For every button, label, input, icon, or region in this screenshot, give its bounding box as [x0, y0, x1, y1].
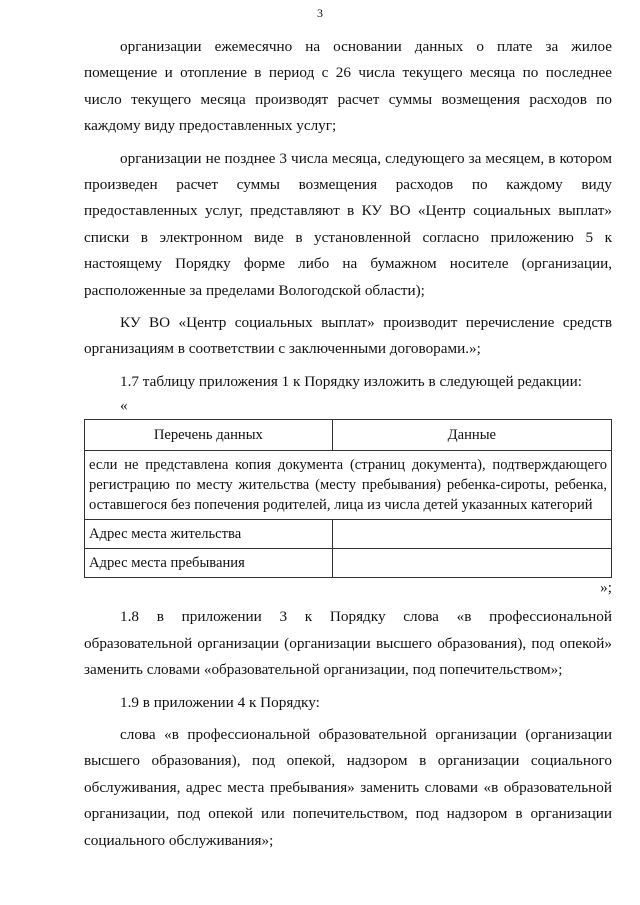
data-table	[84, 419, 612, 578]
table-header-data-list: Перечень данных	[85, 420, 333, 451]
table-row-merged	[85, 451, 612, 520]
table-merged-cell: если не представлена копия документа (страниц документа), подтверждающего регистрацию по месту жительства (месту пребывания) ребенка-сироты, ребенка, оставшегося без попечения родителей, лица из числа детей указанных категорий	[85, 451, 612, 520]
opening-quote: «	[120, 397, 128, 415]
page-number: 3	[317, 6, 323, 20]
document-body	[84, 34, 612, 860]
paragraph-monthly-calculation: организации ежемесячно на основании данных о плате за жилое помещение и отопление в период с 26 числа текущего месяца по последнее число текущего месяца производят расчет суммы возмещения расходов по каждому виду предоставленных услуг;	[84, 38, 612, 135]
table-header-row	[85, 420, 612, 451]
table-cell-label: Адрес места пребывания	[85, 549, 333, 578]
paragraph-funds-transfer: КУ ВО «Центр социальных выплат» производит перечисление средств организациям в соответствии с заключенными договорами.»;	[84, 314, 612, 358]
paragraph-item-1-7: 1.7 таблицу приложения 1 к Порядку изложить в следующей редакции:	[120, 372, 582, 390]
paragraph-submission-deadline: организации не позднее 3 числа месяца, следующего за месяцем, в котором произведен расчет суммы возмещения расходов по каждому виду предоставленных услуг, представляют в КУ ВО «Центр социальных выплат» списки в электронном виде в установленной согласно приложению 5 к настоящему Порядку форме либо на бумажном носителе (организации, расположенные за пределами Вологодской области);	[84, 149, 612, 299]
table-row	[85, 520, 612, 549]
table-cell-value	[332, 549, 611, 578]
paragraph-item-1-9: 1.9 в приложении 4 к Порядку:	[120, 693, 320, 711]
table-cell-label: Адрес места жительства	[85, 520, 333, 549]
paragraph-words-replacement: слова «в профессиональной образовательной организации (организации высшего образования), под опекой, надзором в организации социального обслуживания, адрес места пребывания» заменить словами «в образовательной организации, под опекой или попечительством, под надзором в организации социального обслуживания»;	[84, 725, 612, 849]
table-cell-value	[332, 520, 611, 549]
table-row	[85, 549, 612, 578]
paragraph-item-1-8: 1.8 в приложении 3 к Порядку слова «в профессиональной образовательной организации (организации высшего образования), под опекой» заменить словами «образовательной организации, под попечительством»;	[84, 608, 612, 679]
table-header-data: Данные	[332, 420, 611, 451]
closing-quote: »;	[600, 579, 612, 597]
